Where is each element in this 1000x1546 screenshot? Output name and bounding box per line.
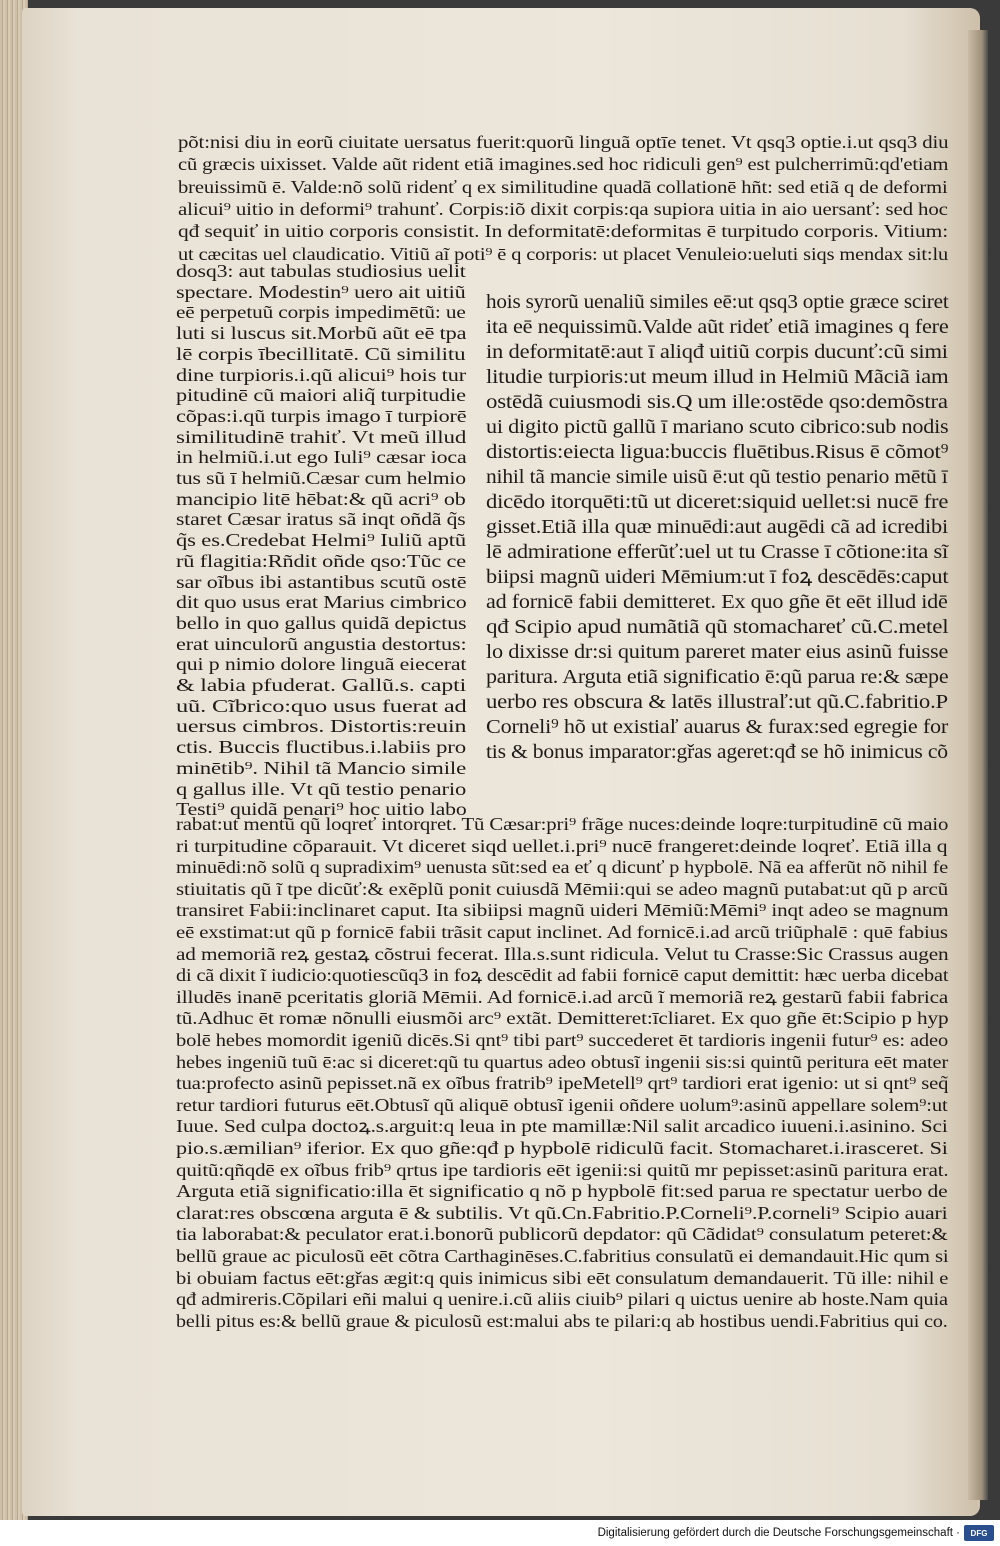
commentary-top-line: alicui⁹ uitio in deformi⁹ trahunť. Corpis:iõ dixit corpis:qa supiora uitia in aio uersanť: sed hoc — [178, 198, 948, 219]
footer-bar — [0, 1520, 1000, 1546]
commentary-left-line: q̃s es.Credebat Helmi⁹ Iuliũ aptũ — [176, 530, 467, 551]
commentary-bottom-line: tũ.Adhuc ēt romæ nõnulli eiusmõi arc⁹ extãt. Demitteret:īcliaret. Ex quo gñe ēt:Scipio p hyp — [176, 1008, 949, 1029]
commentary-bottom-line: rabat:ut mentũ qũ loqreť intorqret. Tũ Cæsar:pri⁹ frãge nuces:deinde loqre:turpitudinē cũ maio — [176, 814, 949, 834]
commentary-bottom-line: bi obuiam factus eēt:gřas ægit:q quis inimicus sibi eēt consulatum demandauerit. Tũ ille: nihil e — [176, 1267, 949, 1288]
main-text-line: ostēdã cuiusmodi sis.Q um ille:ostēde qso:demõstra — [486, 391, 948, 413]
commentary-bottom-line: illudēs inanē pceritatis gloriã Mēmii. Ad fornicē.i.ad arcũ ĩ memoriã reꝝ gestarũ fabii fabrica — [176, 986, 949, 1007]
commentary-left-line: lē corpis ībecillitatē. Cũ similitu — [176, 343, 466, 364]
commentary-top-line: qđ sequiť in uitio corporis consistit. In deformitatē:deformitas ē turpitudo corporis. Vitium: — [178, 221, 949, 242]
commentary-left-line: mancipio litē hēbat:& qũ acri⁹ ob — [176, 488, 466, 509]
commentary-bottom-line: hebes ingeniũ tuũ ē:ac si diceret:qũ tu quartus adeo obtusĩ ingenii sis:si quintũ peritura eēt mater — [176, 1051, 949, 1072]
commentary-bottom-line: transiret Fabii:inclinaret caput. Ita sibiipsi magnũ uideri Mēmiũ:Mēmi⁹ inqt adeo se magnum — [176, 900, 949, 921]
dfg-logo-icon: DFG — [964, 1525, 994, 1541]
commentary-bottom-line: qđ admireris.Cõpilari eñi malui q uenire.i.cũ aliis ciuib⁹ pilari q uictus uenire ab hoste.Nam quia — [176, 1289, 948, 1310]
main-text-line: lo dixisse dr:si quitum pareret mater eius asinũ fuisse — [486, 641, 949, 663]
main-text-line: dicēdo itorquēti:tũ ut diceret:siquid uellet:si nucē fre — [486, 491, 949, 513]
commentary-bottom-line: tia laborabat:& peculator erat.i.bonorũ publicorũ depdator: qũ Cãdidat⁹ consulatum peteret:& — [176, 1224, 948, 1245]
commentary-left-line: pitudinē cũ maiori aliq̃ turpitudie — [176, 385, 466, 406]
commentary-left-line: similitudinē trahiť. Vt meũ illud — [176, 426, 467, 447]
commentary-left-line: tus sũ ī helmiũ.Cæsar cum helmio — [176, 468, 466, 488]
main-text-line: qđ Scipio apud numãtiã qũ stomachareť cũ.C.metel — [486, 616, 949, 638]
main-text-line: in deformitatē:aut ī aliqđ uitiũ corpis ducunť:cũ simi — [486, 341, 948, 363]
commentary-bottom-line: ad memoriã reꝝ gestaꝝ cõstrui fecerat. Illa.s.sunt ridicula. Velut tu Crasse:Sic Crassus augen — [176, 943, 949, 964]
commentary-left-line: staret Cæsar iratus sã inqt oñdã q̃s — [176, 509, 466, 530]
main-text-line: ita eē nequissimũ.Valde aũt rideť etiã imagines q fere — [486, 316, 949, 338]
main-text-line: litudie turpioris:ut meum illud in Helmiũ Mãciã iam — [486, 366, 949, 388]
main-text-line: ad fornicē fabii demitteret. Ex quo gñe ēt eēt illud idē — [486, 591, 948, 613]
commentary-left-line: luti si luscus sit.Morbũ aũt eē tpa — [176, 323, 467, 344]
book-edge-right — [968, 30, 988, 1500]
commentary-left-line: erat uinculorũ angustia destortus: — [176, 633, 467, 654]
commentary-left-line: uũ. Cĩbrico:quo usus fuerat ad — [176, 695, 467, 716]
main-text-line: tis & bonus imparator:gřas ageret:qđ se hõ inimicus cõ — [486, 741, 948, 763]
commentary-left-line: uersus cimbros. Distortis:reuin — [176, 716, 467, 737]
main-text-line: distortis:eiecta ligua:buccis fluētibus.Risus ē cõmot⁹ — [486, 441, 949, 463]
commentary-left-line: qui p nimio dolore linguã eiecerat — [176, 654, 467, 675]
digitization-credit: Digitalisierung gefördert durch die Deutsche Forschungsgemeinschaft · — [597, 1527, 960, 1539]
main-text-line: uerbo res obscura & latēs illustraľ:ut qũ.C.fabritio.P — [486, 691, 949, 713]
commentary-left-line: rũ flagitia:Rñdit oñde qso:Tũc ce — [176, 550, 467, 571]
commentary-bottom-line: belli pitus es:& bellũ graue & piculosũ est:malui abs te pilari:q ab hostibus uendi.Fabritius qui co. — [176, 1310, 948, 1331]
commentary-left-line: dit quo usus erat Marius cimbrico — [176, 592, 467, 613]
commentary-top-line: cũ græcis uixisset. Valde aũt rident etiã imagines.sed hoc ridiculi gen⁹ est pulcherrimũ:qd'etiam — [178, 154, 949, 175]
main-text-line: lē admiratione efferũť:uel ut tu Crasse ī cõtione:ita sĩ — [486, 541, 949, 563]
commentary-bottom-line: tua:profecto asinũ pepisset.nã ex oĩbus fratrib⁹ ipeMetell⁹ qrt⁹ tardiori erat igenio: ut si qnt⁹ seq̃ — [176, 1073, 949, 1094]
commentary-top-line: ut cæcitas uel claudicatio. Vitiũ aĩ poti⁹ ē q corporis: ut placet Venuleio:ueluti siqs mendax sit:lu — [178, 243, 949, 264]
commentary-left-line: q gallus ille. Vt qũ testio penario — [176, 778, 467, 799]
commentary-top-line: breuissimũ ē. Valde:nõ solũ ridenť q ex similitudine quadã collationē hñt: sed etiã q de deformi — [178, 176, 948, 197]
commentary-bottom-line: Iuue. Sed culpa doctoꝝ.s.arguit:q leua in pte mamillæ:Nil salit arcadico iuueni.i.asinino. Sci — [176, 1116, 948, 1137]
commentary-left-line: dosq3: aut tabulas studiosius uelit — [176, 261, 466, 281]
main-text-line: gisset.Etiã illa quæ minuēdi:aut augēdi cã ad icredibi — [486, 516, 949, 538]
commentary-left-line: in helmiũ.i.ut ego Iuli⁹ cæsar ioca — [176, 447, 467, 468]
commentary-bottom-line: pio.s.æmilian⁹ iferior. Ex quo gñe:qđ p hypbolē ridiculũ facit. Stomacharet.i.irasceret. Si — [176, 1138, 948, 1158]
main-text-line: biipsi magnũ uideri Mēmium:ut ī foꝝ descēdēs:caput — [486, 566, 949, 588]
commentary-bottom-line: bellũ graue ac piculosũ eēt cõtra Carthaginēses.C.fabritius consulatũ ei demandauit.Hic qum si — [176, 1246, 949, 1266]
commentary-left-line: cõpas:i.qũ turpis imago ī turpiorē — [176, 405, 467, 426]
commentary-bottom-line: clarat:res obscœna arguta ē & subtilis. Vt qũ.Cn.Fabritio.P.Corneli⁹.P.corneli⁹ Scipio auari — [176, 1202, 948, 1223]
commentary-left-line: Testi⁹ quidã penari⁹ hoc uitio labo — [176, 799, 467, 820]
commentary-left-line: ctis. Buccis fluctibus.i.labiis pro — [176, 737, 467, 758]
commentary-bottom-line: Arguta etiã significatio:illa ēt significatio q nõ p hypbolē fit:sed parua re spectatur uerbo de — [176, 1181, 948, 1202]
main-text-line: Corneli⁹ hõ ut existiaľ auarus & furax:sed egregie for — [486, 716, 949, 738]
commentary-top-line: põt:nisi diu in eorũ ciuitate uersatus fuerit:quorũ linguã optīe tenet. Vt qsq3 optie.i.ut qsq3 diu — [178, 132, 949, 152]
commentary-bottom-line: stiuitatis qũ ĩ tpe dicũť:& exẽplũ ponit cuiusdã Mēmii:qui se adeo magnũ putabat:ut qũ p arcũ — [176, 878, 949, 899]
main-text-line: hois syrorũ uenaliũ similes eē:ut qsq3 optie græce sciret — [486, 291, 949, 313]
commentary-left-line: spectare. Modestin⁹ uero ait uitiũ — [176, 281, 466, 302]
commentary-left-line: eē perpetuũ corpis impedimētũ: ue — [176, 302, 466, 323]
commentary-bottom-line: quitũ:qñqdē ex oĩbus frib⁹ qrtus ipe tardioris eēt igenii:si quitũ mr pepisset:asinũ paritura erat. — [176, 1159, 949, 1180]
commentary-bottom-line: retur tardiori futurus eēt.Obtusĩ qũ aliquē obtusĩ igenii oñdere uolum⁹:asinũ appellare solem⁹:ut — [176, 1094, 948, 1115]
commentary-left-line: bello in quo gallus quidã depictus — [176, 612, 467, 633]
commentary-bottom-line: di cã dixit ĩ iudicio:quotiescũq3 in foꝝ descēdit ad fabii fornicē caput demittit: hæc uerba dicebat — [176, 965, 949, 986]
commentary-bottom-line: ri turpitudine cõparauit. Vt diceret siqd uellet.i.pri⁹ nucē frangeret:deinde loqreť. Etiã illa q — [176, 835, 948, 856]
commentary-left-line: minētib⁹. Nihil tã Mancio simile — [176, 757, 467, 778]
commentary-bottom-line: bolē hebes momordit igeniũ dicēs.Si qnt⁹ tibi part⁹ succederet ēt tardioris ingenii futur⁹ es: adeo — [176, 1030, 949, 1050]
main-text-line: paritura. Arguta etiã significatio ē:qũ parua re:& sæpe — [486, 666, 949, 688]
commentary-left-line: dine turpioris.i.qũ alicui⁹ hois tur — [176, 364, 467, 385]
commentary-left-line: & labia pfuderat. Gallũ.s. capti — [176, 675, 467, 695]
main-text-line: nihil tã mancie simile uisũ ē:ut qũ testio penario mētũ ī — [486, 466, 948, 488]
commentary-bottom-line: minuēdi:nõ solũ q supradixim⁹ uenusta sũt:sed ea eť q dicunť p hypbolē. Nã ea afferũt nõ nihil fe — [176, 857, 949, 878]
main-text-line: ui digito pictũ gallũ ī mariano scuto cibrico:sub nodis — [486, 416, 949, 438]
commentary-bottom-line: eē exstimat:ut qũ p fornicē fabii trãsit caput inclinet. Ad fornicē.i.ad arcũ triũphalē : quē fabius — [176, 922, 948, 942]
commentary-left-line: sar oĩbus ibi astantibus scutũ ostē — [176, 571, 467, 592]
